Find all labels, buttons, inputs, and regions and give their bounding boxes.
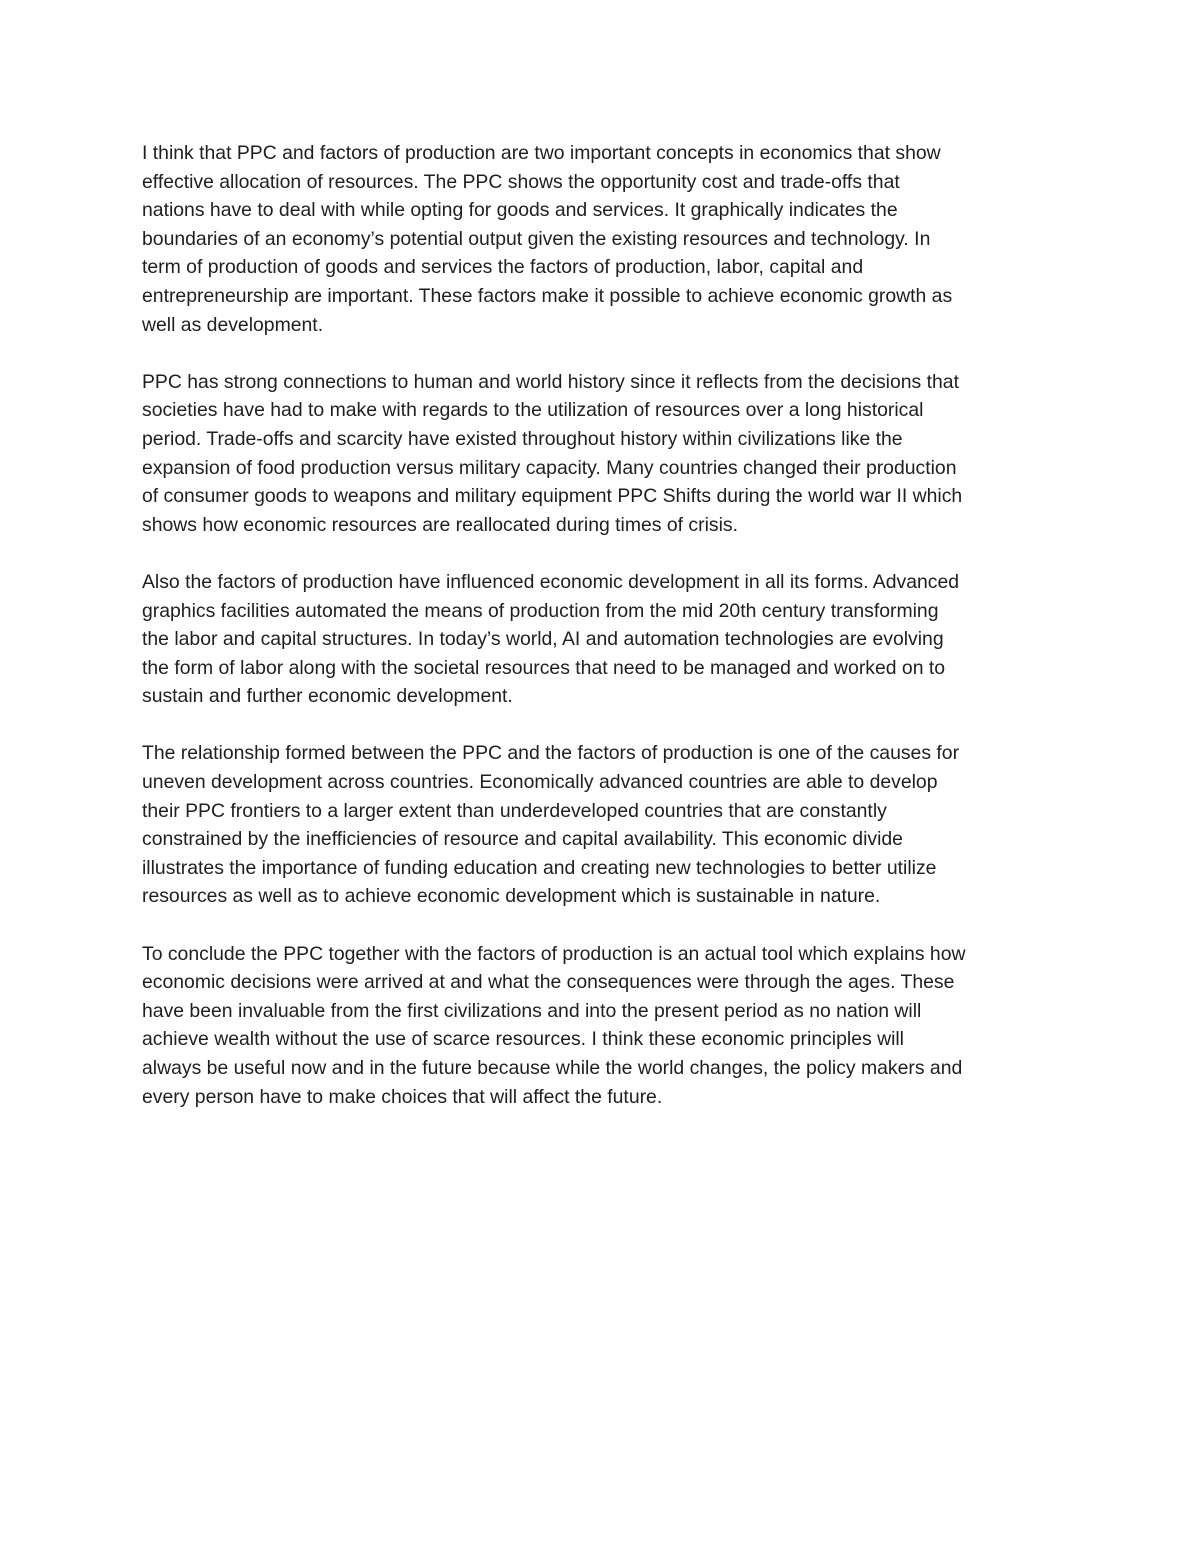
text-line: graphics facilities automated the means of production from the mid 20th century transforming bbox=[142, 599, 939, 622]
text-line: entrepreneurship are important. These factors make it possible to achieve economic growth as bbox=[142, 284, 953, 307]
text-line: well as development. bbox=[142, 313, 324, 336]
paragraph-1 bbox=[142, 139, 1067, 339]
text-line: term of production of goods and services the factors of production, labor, capital and bbox=[142, 256, 864, 279]
paragraph-3 bbox=[142, 568, 1067, 711]
text-line: effective allocation of resources. The PPC shows the opportunity cost and trade-offs that bbox=[142, 170, 900, 193]
text-line: resources as well as to achieve economic development which is sustainable in nature. bbox=[142, 885, 881, 908]
text-line: every person have to make choices that will affect the future. bbox=[142, 1085, 663, 1108]
paragraph-5 bbox=[142, 940, 1067, 1112]
text-line: nations have to deal with while opting for goods and services. It graphically indicates the bbox=[142, 199, 898, 222]
text-line: achieve wealth without the use of scarce resources. I think these economic principles will bbox=[142, 1028, 904, 1051]
text-line: their PPC frontiers to a larger extent than underdeveloped countries that are constantly bbox=[142, 799, 887, 822]
text-line: shows how economic resources are reallocated during times of crisis. bbox=[142, 513, 738, 536]
text-line: period. Trade-offs and scarcity have existed throughout history within civilizations like the bbox=[142, 427, 903, 450]
text-line: economic decisions were arrived at and what the consequences were through the ages. These bbox=[142, 971, 955, 994]
paragraph-4 bbox=[142, 739, 1067, 911]
text-line: expansion of food production versus military capacity. Many countries changed their production bbox=[142, 456, 957, 479]
text-line: PPC has strong connections to human and world history since it reflects from the decisions that bbox=[142, 370, 959, 393]
text-line: Also the factors of production have influenced economic development in all its forms. Advanced bbox=[142, 570, 960, 593]
text-line: illustrates the importance of funding education and creating new technologies to better utilize bbox=[142, 856, 937, 879]
text-line: uneven development across countries. Economically advanced countries are able to develop bbox=[142, 771, 938, 794]
text-line: I think that PPC and factors of production are two important concepts in economics that show bbox=[142, 142, 941, 164]
text-line: have been invaluable from the first civilizations and into the present period as no nation will bbox=[142, 999, 922, 1022]
text-line: societies have had to make with regards to the utilization of resources over a long historical bbox=[142, 399, 924, 422]
text-line: of consumer goods to weapons and military equipment PPC Shifts during the world war II which bbox=[142, 485, 963, 508]
text-line: always be useful now and in the future because while the world changes, the policy makers and bbox=[142, 1057, 963, 1079]
paragraph-2 bbox=[142, 368, 1067, 540]
text-line: the labor and capital structures. In today’s world, AI and automation technologies are evolving bbox=[142, 628, 944, 651]
text-line: The relationship formed between the PPC and the factors of production is one of the causes for bbox=[142, 742, 960, 765]
text-line: the form of labor along with the societal resources that need to be managed and worked on to bbox=[142, 656, 946, 679]
document-body bbox=[142, 139, 1067, 1140]
text-line: constrained by the inefficiencies of resource and capital availability. This economic divide bbox=[142, 828, 903, 851]
text-line: To conclude the PPC together with the factors of production is an actual tool which explains how bbox=[142, 942, 966, 965]
text-line: boundaries of an economy’s potential output given the existing resources and technology. In bbox=[142, 227, 931, 250]
text-line: sustain and further economic development. bbox=[142, 685, 513, 708]
